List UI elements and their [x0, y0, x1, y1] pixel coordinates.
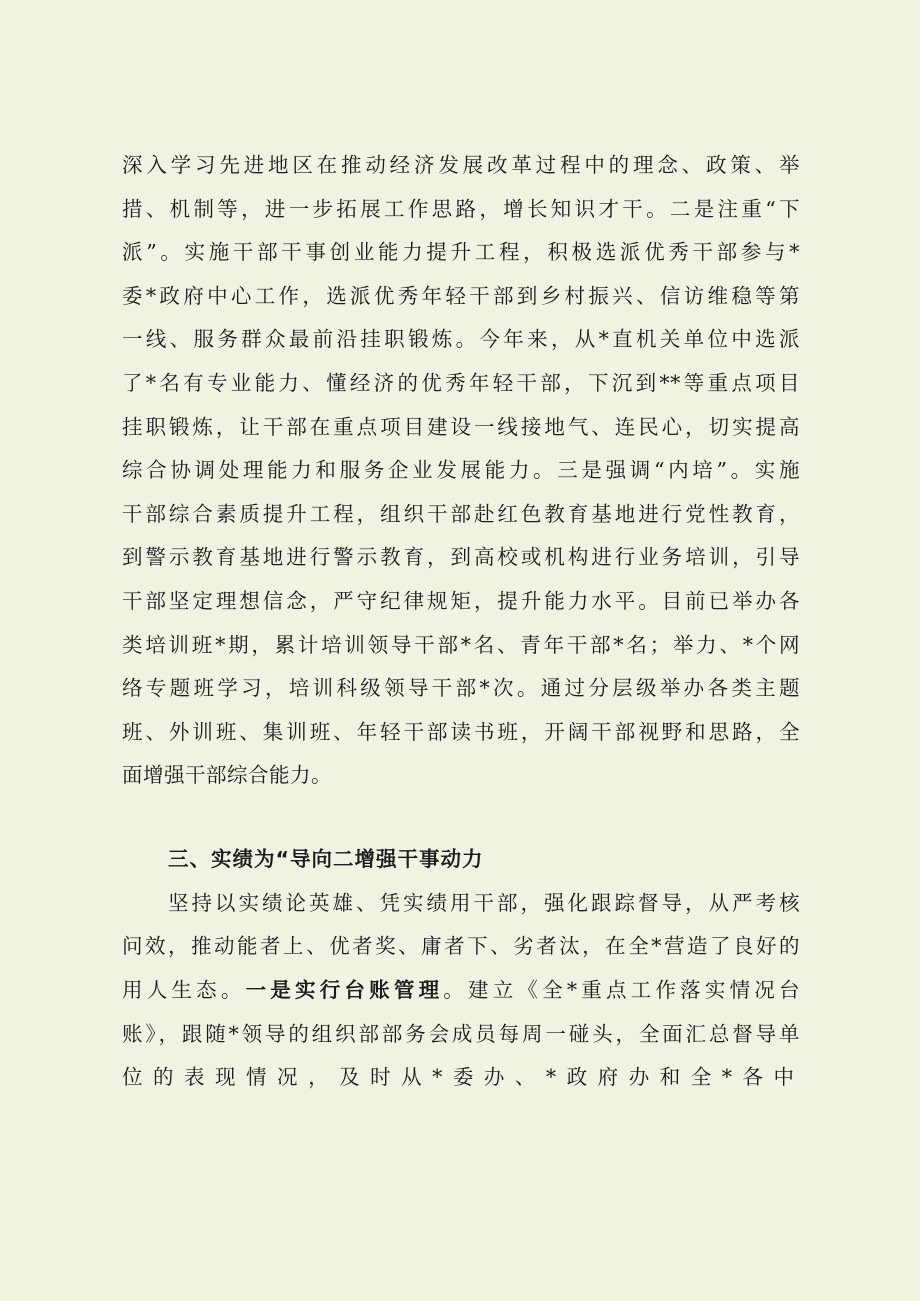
paragraph-line-9: 干部综合素质提升工程，组织干部赴红色教育基地进行党性教育， [122, 502, 800, 526]
paragraph2-line-5: 位的表现情况，及时从*委办、*政府办和全*各中 [122, 1065, 800, 1089]
emphasis-ledger-management: 一是实行台账管理 [245, 978, 444, 1002]
paragraph-line-7: 挂职锻炼，让干部在重点项目建设一线接地气、连民心，切实提高 [122, 415, 800, 439]
paragraph-line-5: 一线、服务群众最前沿挂职锻炼。今年来，从*直机关单位中选派 [122, 327, 800, 351]
paragraph-line-11: 干部坚定理想信念，严守纪律规矩，提升能力水平。目前已举办各 [122, 589, 800, 613]
paragraph-line-12: 类培训班*期，累计培训领导干部*名、青年干部*名；举力、*个网 [122, 633, 800, 657]
paragraph-line-1: 深入学习先进地区在推动经济发展改革过程中的理念、政策、举 [122, 153, 800, 177]
paragraph2-line-1: 坚持以实绩论英雄、凭实绩用干部，强化跟踪督导，从严考核 [168, 891, 800, 915]
paragraph-line-6: 了*名有专业能力、懂经济的优秀年轻干部，下沉到**等重点项目 [122, 371, 800, 395]
paragraph-line-10: 到警示教育基地进行警示教育，到高校或机构进行业务培训，引导 [122, 545, 800, 569]
paragraph2-line-3-start: 用人生态。 [122, 978, 246, 1002]
paragraph-line-14: 班、外训班、集训班、年轻干部读书班，开阔干部视野和思路，全 [122, 720, 800, 744]
paragraph-line-4: 委*政府中心工作，选派优秀年轻干部到乡村振兴、信访维稳等第 [122, 284, 800, 308]
paragraph-line-2: 措、机制等，进一步拓展工作思路，增长知识才干。二是注重“下 [122, 197, 800, 221]
paragraph2-line-3 [122, 972, 800, 1008]
paragraph2-line-2: 问效，推动能者上、优者奖、庸者下、劣者汰，在全*营造了良好的 [122, 934, 800, 958]
paragraph-line-13: 络专题班学习，培训科级领导干部*次。通过分层级举办各类主题 [122, 676, 800, 700]
section-heading: 三、实绩为“导向二增强干事动力 [168, 847, 484, 871]
paragraph2-line-3-end: 。建立《全*重点工作落实情况台 [443, 978, 801, 1002]
paragraph-line-8: 综合协调处理能力和服务企业发展能力。三是强调“内培”。实施 [122, 458, 800, 482]
paragraph-line-15: 面增强干部综合能力。 [122, 763, 332, 787]
paragraph2-line-4: 账》，跟随*领导的组织部部务会成员每周一碰头，全面汇总督导单 [122, 1022, 800, 1046]
paragraph-line-3: 派”。实施干部干事创业能力提升工程，积极选派优秀干部参与* [122, 240, 800, 264]
